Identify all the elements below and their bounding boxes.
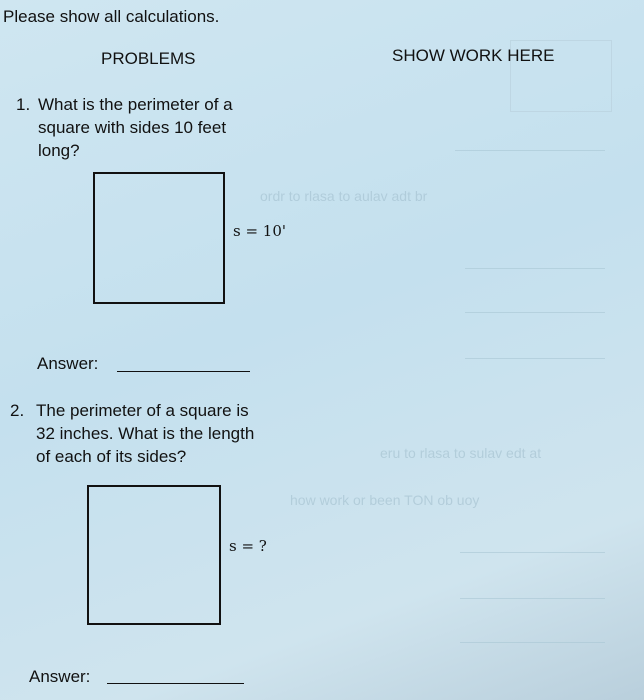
background-showthrough: ordr to rlasa to aulav adt br bbox=[260, 188, 428, 204]
answer-blank-2[interactable] bbox=[107, 683, 244, 684]
problem-1-text: What is the perimeter of a square with sides 10 feet long? bbox=[38, 95, 233, 160]
problem-1-number: 1. bbox=[16, 95, 31, 114]
answer-label-2: Answer: bbox=[29, 667, 91, 686]
answer-label-1: Answer: bbox=[37, 354, 99, 373]
side-label-1: s = 10' bbox=[233, 222, 287, 240]
background-showthrough: how work or been TON ob uoy bbox=[290, 492, 480, 508]
show-work-heading: SHOW WORK HERE bbox=[392, 46, 555, 65]
instruction-text: Please show all calculations. bbox=[3, 7, 220, 26]
square-figure-2 bbox=[87, 485, 221, 625]
faint-line bbox=[465, 312, 605, 313]
answer-blank-1[interactable] bbox=[117, 371, 250, 372]
square-figure-1 bbox=[93, 172, 225, 304]
faint-line bbox=[460, 642, 605, 643]
problem-2-number: 2. bbox=[10, 401, 25, 420]
problem-2-text: The perimeter of a square is 32 inches. What is the length of each of its sides? bbox=[36, 401, 255, 466]
background-showthrough: eru to rlasa to sulav edt at bbox=[380, 445, 542, 461]
side-label-2: s = ? bbox=[229, 537, 267, 555]
faint-line bbox=[460, 552, 605, 553]
faint-line bbox=[455, 150, 605, 151]
problems-heading: PROBLEMS bbox=[101, 49, 196, 68]
faint-line bbox=[460, 598, 605, 599]
faint-line bbox=[465, 268, 605, 269]
faint-line bbox=[465, 358, 605, 359]
